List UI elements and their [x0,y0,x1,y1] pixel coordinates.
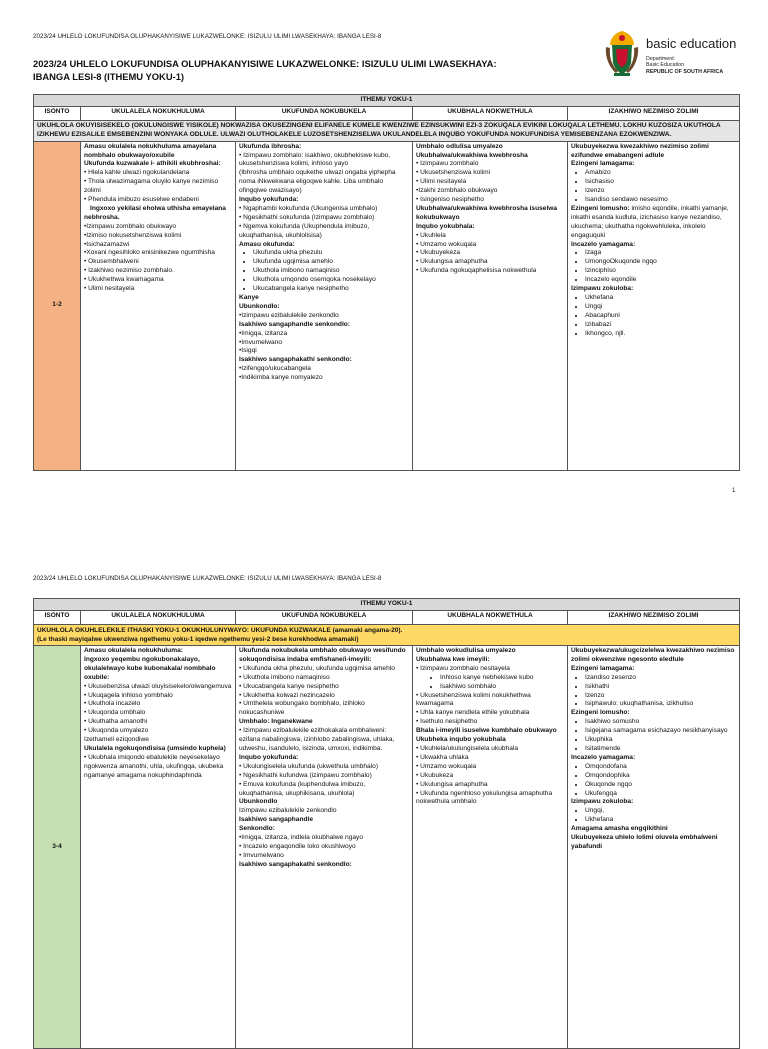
term-label: ITHEMU YOKU-1 [34,599,740,611]
text-line: Izimpawu ezibalulekile zenkondlo [239,807,337,815]
weeks-cell: 1-2 [34,141,81,470]
word-level-list [571,674,736,710]
list-item: • Thola ulwazimagama oluyilo kanye nezimiso zolimi [84,178,219,195]
list-item: • Isigejana samagama esichazayo nesikhanyisayo [585,727,736,736]
weeks-1-2-row [34,141,740,470]
list-item: • Ukufunda ukha phezulu, ukufunda ugqimisa amehlo [239,664,395,672]
text-line: •Imigqa, izitanza, indlela okubhalwe ngayo [239,834,364,842]
writing-heading: Umbhalo wokudlulisa umyalezo [416,647,516,654]
listening-subheading: Ingxoxo yekilasi eholwa uthisha emayelana nebhrosha. [84,204,226,221]
listening-subheading: Ukufunda kuzwakale i- athikili ekubhroshai: [84,160,221,168]
list-item: • Izenzo [585,187,736,196]
language-cell [568,141,740,470]
list-item: • Ukukhetha kolwazi nezincazelo [239,691,335,699]
writing-subheading: Ukubhalwa/ukwakhiwa kwebhrosha isuselwa kokubukwayo [416,204,558,221]
list-item: • Ukuthola incazelo [84,700,141,708]
term-label: ITHEMU YOKU-1 [34,95,740,107]
col-header-writing: UKUBHALA NOKWETHULA [413,107,568,121]
list-item: • Ukubukeza [416,771,454,779]
formal-assessment-row [34,625,740,646]
list-item: • Ukucabangela kanye nesiphetho [253,285,409,294]
list-item: • Ukwakha uhlaka [416,753,469,761]
column-header-row [34,611,740,625]
sentence-level-list [571,718,736,754]
col-header-reading: UKUFUNDA NOKUBUKELA [236,611,413,625]
list-item: • Umzamo wokuqala [416,762,477,770]
list-item: • Isethulo nesiphetho [416,718,478,726]
list-item: • Izimpawu zombhalo nesitayela [416,664,510,672]
list-item: • Incazelo eqondile [585,276,736,285]
logo-dept-line-2: Basic Education [646,62,684,69]
text-line: • Ngaphambi kokufunda (Ukungenisa umbhalo) [239,204,378,212]
list-item: • Omqondophika [585,772,736,781]
list-item: • Ukuhlela [416,231,446,239]
language-subheading: Izimpawu zokuloba: [571,798,634,806]
vocabulary-list [571,249,736,285]
list-item: •Izimpawu zombhalo obukwayo [84,222,177,230]
assessment-task-title: UKUHLOLA OKUHLELEKILE ITHASKI YOKU-1 OKUKHULUNYWAYO: UKUFUNDA KUZWAKALE (amamaki angama-20). [37,627,403,634]
list-item: • Ukusetshenziswa kolimi nokukhethwa kwamagama [416,691,531,708]
list-item: • Okusembhalweni [84,258,139,266]
reading-subheading: Ubunkondlo [239,798,278,806]
list-item: • Izibabazi [585,321,736,330]
list-item: • Isakhiwo sombhalo [440,683,564,692]
list-item: • Isikhathi [585,683,736,692]
assessment-task-note: (Le thaski mayiqalwe ukwenziwa ngethemu yoku-1 iqedwe ngethemu yesi-2 bese kurekhodwa amamaki) [37,636,359,643]
list-item: • Umthelela wobungako bombhalo, izihloko nokucashuniwe [239,700,365,717]
list-item: • Ukuqagela inhloso yombhalo [84,691,173,699]
list-item: • Ukulungisa amaphutha [416,780,488,788]
col-header-week: ISONTO [34,107,81,121]
col-header-language: IZAKHIWO NEZIMISO ZOLIMI [568,611,740,625]
logo-dept-line-1: Department: [646,56,676,62]
reading-subheading: Isakhiwo sangaphakathi senkondlo: [239,860,352,868]
list-item: • Ukuphika [585,736,736,745]
list-item: • Ukuqonda umyalezo [84,727,149,735]
text-line: •Indikimba kanye nomyalezo [239,374,323,382]
list-item: • Ukuthola imibono namaqiniso [239,673,330,681]
language-subheading: Ezingeni lomusho: [571,204,630,212]
list-item: •Xoxani ngesihloko enisinikezwe ngumthisha [84,249,215,257]
text-line: •Izifengqo/ukucabangela [239,365,311,373]
formal-assessment-note [34,625,740,646]
list-item: • Isiphawulo: ukuqhathanisa, izikhuliso [585,700,736,709]
writing-subheading: Ukubhalwa/ukwakhiwa kwebhrosha [416,151,528,159]
writing-sublist [416,674,564,692]
list-item: • Ukulungisa amaphutha [416,258,488,266]
text-line: •Izimpawu ezibalulekile zenkondlo [239,311,339,319]
reading-subheading: Isakhiwo sangaphakathi senkondlo: [239,356,352,364]
writing-subheading: Inqubo yokubhala: [416,222,475,230]
reading-cell [236,141,413,470]
weeks-cell: 3-4 [34,646,81,1049]
running-header: 2023/24 UHLELO LOKUFUNDISA OLUPHAKANYISIWE LUKAZWELONKE: ISIZULU ULIMI LWASEKHAYA: IBANGA LESI-8 [33,575,382,582]
running-header: 2023/24 UHLELO LOKUFUNDISA OLUPHAKANYISIWE LUKAZWELONKE: ISIZULU ULIMI LWASEKHAYA: IBANGA LESI-8 [33,33,382,40]
reading-subheading: Isakhiwo sangaphandle [239,816,314,824]
reading-subheading: Inqubo yokufunda: [239,753,299,761]
reading-subheading: Umbhalo: Inganekwane [239,718,313,726]
reading-heading: Ukufunda ibhrosha: [239,142,302,150]
assessment-note-row [34,121,740,142]
list-item: • Izakhiwo nezimiso zombhalo. [84,267,174,275]
document-title [33,57,533,83]
logo-dept-line-3: REPUBLIC OF SOUTH AFRICA [646,68,724,75]
text-line: • Incazelo engaqondile loko okushiwoyo [239,842,356,850]
reading-cell [236,646,413,1049]
list-item: • Ukufunda ngokuqaphelisisa nokwethula [416,267,537,275]
text-line: • Imvumelwano [239,851,284,859]
listening-heading: Amasu okulalela nokukhuluma: [84,647,183,654]
list-item: • Ikhongco, njll. [585,330,736,339]
text-line: •Imvumelwano [239,338,282,346]
baseline-assessment-note: UKUHLOLA OKUYISISEKELO (OKULUNGISWE YISIKOLE) NOKWAZISA OKUSEZINGENI ELIFANELE KUMELE KWENZIWE EZINSUKWINI EZI-3 ZOKUQALA EVIKINI LOKUQALA LETHEMU. LOKHU KUZOSIZA UKUTHOLA IZIKHEWU EZISALILE EMSEBENZINI WONYAKA ODLULE. ULWAZI OLUTHOLAKELE LUZOSETSHENZISELWA UKULANDELELA INQUBO YOKUFUNDA NOKUFUNDISA YEMISEBENZANA EZOKWENZIWA. [34,121,740,142]
text-line: (Ibhrosha umbhalo oqukethe ulwazi ongaba yiphepha noma iNkwekwana eligoqwe kahle. Liba umbhalo ofingqiwe owazisayo) [239,169,396,195]
punctuation-list [571,807,736,825]
writing-heading: Umbhalo odlulisa umyalezo [416,142,503,150]
col-header-reading: UKUFUNDA NOKUBUKELA [236,107,413,121]
list-item: •Izakhi zombhalo obukwayo [416,187,498,195]
text-line: Izethameli eziqondiwe [84,736,149,744]
list-item: • Ukhefana [585,294,736,303]
list-item: • Ulimi nesitayela [416,178,467,186]
list-item: • Isingeniso nesiphetho [416,196,484,204]
language-subheading: Ezingeni lomusho: [571,709,630,717]
list-item: • Ukusetshenziswa kolimi [416,169,491,177]
list-item: • Ukuqonda umbhalo [84,709,146,717]
list-item: • UmongoOkuqonde ngqo [585,258,736,267]
list-item: • Amabizo [585,169,736,178]
writing-subheading: Ukubheka inqubo yokubhala [416,736,506,744]
language-subheading: Ezingeni lamagama: [571,160,635,168]
term-row [34,599,740,611]
col-header-writing: UKUBHALA NOKWETHULA [413,611,568,625]
language-cell [568,646,740,1049]
curriculum-table-page-2 [33,598,740,1049]
text-line: imisho eqondile, inkathi yamanje, inkathi esanda kudlula, izichasiso kanye nezandiso, ukuchema; ukuthatha ngokwehluleka, inkolelo engaguquki [571,204,729,239]
list-item: • Ukuthola umqondo osemqoka nosekelayo [253,276,409,285]
list-item: • Ulimi nesitayela [84,285,135,293]
curriculum-table-page-1 [33,94,740,471]
list-item: • Phendula imibuzo esuselwe endabeni [84,196,199,204]
list-item: • Ungqi [585,303,736,312]
list-item: • Okuqonde ngqo [585,781,736,790]
text-line: • Ngesikhathi kufundwa (izimpawu zombhalo) [239,771,372,779]
reading-subheading: Kanye [239,294,259,301]
text-line: • Izimpawu zombhalo: isakhiwo, okubhekiswe kubo, ukusetshenziswa kolimi, inhloso yayo [239,151,391,168]
list-item: • Ukufunda ngenhloso yokulungisa amaphutha nokwethula umbhalo [416,789,553,806]
list-item: • Inhloso kanye nebhekiswe kubo [440,674,564,683]
logo-department-text [646,56,723,75]
reading-strategies-list [239,249,409,294]
page-number: 1 [732,488,736,494]
list-item: • Izimpawu zombhalo [416,160,479,168]
col-header-listening: UKULALELA NOKUKHULUMA [81,107,236,121]
list-item: • Ukufunda ukha phezulu [253,249,409,258]
list-item: •Izimiso nokusetshenziswa kolimi [84,231,182,239]
list-item: • Ukuthatha amanothi [84,718,148,726]
vocabulary-list [571,763,736,799]
dbe-logo [604,29,754,83]
list-item: • Ukufunda ugqimisa amehlo [253,258,409,267]
text-line: • Ngesikhathi sokufunda (Izimpawu zombhalo) [239,213,375,221]
language-subheading: Ukubuyekeza uhlelo lolimi oluvela embhalweni yabafundi [571,834,718,850]
term-row [34,95,740,107]
list-item: • Isichasiso [585,178,736,187]
text-line: •Isigqi [239,347,257,355]
list-item: • Umzamo wokuqala [416,240,477,248]
list-item: • Ukhefana [585,816,736,825]
list-item: • Ukufengqa [585,790,736,799]
reading-subheading: Ubunkondlo: [239,302,280,310]
reading-subheading: Isakhiwo sangaphandle senkondlo: [239,320,351,328]
language-heading: Ukubuyekezwa kwezakhiwo nezimiso zolimi ezifundwe emabangeni adlule [571,142,709,159]
weeks-3-4-row [34,646,740,1049]
list-item: • Hlela kahle ulwazi ngokulandelana [84,169,190,177]
listening-heading: Amasu okulalela nokukhuluma amayelana nombhalo obukwayo/oxubile [84,142,217,159]
column-header-row [34,107,740,121]
list-item: • Ukuthola imibono namaqiniso [253,267,409,276]
list-item: • Ukuhlela/ukulungiselela ukubhala [416,744,519,752]
list-item: • Izinciphiso [585,267,736,276]
language-subheading: Izimpawu zokuloba: [571,285,634,293]
list-item: • Abacaphuni [585,312,736,321]
title-line-1: 2023/24 UHLELO LOKUFUNDISA OLUPHAKANYISIWE LUKAZWELONKE: ISIZULU ULIMI LWASEKHAYA: [33,58,497,69]
text-line: • Ukulungiselela ukufunda (ukwethula umbhalo) [239,762,379,770]
writing-cell [413,141,568,470]
word-level-list [571,169,736,205]
list-item: • Ukusebenzisa ulwazi oluyisisekelo/olwangemuva [84,682,232,690]
text-line: •Imigqa, izitanza [239,329,288,337]
logo-brand-text: basic education [646,36,737,51]
writing-subheading: Ukubhalwa kwe imeyili: [416,655,490,663]
language-subheading: Ezingeni lamagama: [571,664,635,672]
language-subheading: Incazelo yamagama: [571,240,636,248]
text-line: • Ngemva kokufunda (Ukuphendula imibuzo, ukuqhathanisa, ukuhlolisisa) [239,222,370,239]
list-item: • Izaga [585,249,736,258]
list-item: • Uhla kanye nendlela ethile yokubhala [416,709,530,717]
col-header-listening: UKULALELA NOKUKHULUMA [81,611,236,625]
language-heading: Ukubuyekezwa/ukugcizelelwa kwezakhiwo nezimiso zolimi okwenziwe ngesonto eledlule [571,647,735,663]
list-item: •Isichazamazwi [84,240,130,248]
list-item: • Ukucabangela kanye nesiphetho [239,682,339,690]
reading-heading: Ukufunda nokubukela umbhalo obukwayo wesifundo sokuqondisisa indaba emfishane/i-imeyili: [239,647,406,663]
title-line-2: IBANGA LESI-8 (ITHEMU YOKU-1) [33,71,185,82]
writing-subheading: Bhala i-imeyili isuselwe kumbhalo obukwayo [416,727,557,735]
text-line: • Emuva kokufunda (kuphendulwa imibuzo, ukuqhathanisa, ukuphikisana, ukuhlola) [239,780,366,797]
listening-cell [81,141,236,470]
listening-subheading: Ingxoxo yeqembu ngokubonakalayo, okulalelwayo kube kubonakala/ nombhalo oxubile: [84,655,216,681]
reading-subheading: Senkondlo: [239,825,275,833]
list-item: • Isakhiwo somusho [585,718,736,727]
listening-subheading: Ukulalela ngokuqondisisa (umsindo kuphela) [84,744,226,752]
col-header-language: IZAKHIWO NEZIMISO ZOLIMI [568,107,740,121]
listening-cell [81,646,236,1049]
list-item: • Isitatimende [585,745,736,754]
text-line: • Izimpawu ezibalulekile ezithokakala embhalweni: ezifana nabalingiswa, izinhlobo zabalingiswa, uhlaka, udweshu, isandulelo, isizinda, umxoxi, indikimba. [239,727,395,752]
col-header-week: ISONTO [34,611,81,625]
punctuation-list [571,294,736,339]
list-item: • Izenzo [585,692,736,701]
coat-of-arms-icon [604,29,640,77]
reading-subheading: Inqubo yokufunda: [239,196,299,204]
list-item: • Ukubuyekeza [416,249,461,257]
language-subheading: Incazelo yamagama: [571,753,636,761]
list-item: • Isandiso sendawo nesesimo [585,196,736,205]
list-item: • Ukubhala imiqondo ebalulekile neyesekelayo ngokwenza amanothi, uhla, ukufingqa, ukubeka ngamanye amagama nokuphindaphinda [84,753,224,779]
list-item: • Ungqi, [585,807,736,816]
list-item: • Ukukhethwa kwamagama [84,276,164,284]
reading-subheading: Amasu okufunda: [239,240,295,248]
list-item: • Omqondofana [585,763,736,772]
list-item: • Izandiso zesenzo [585,674,736,683]
language-subheading: Amagama amasha engqikithini [571,825,668,833]
writing-cell [413,646,568,1049]
